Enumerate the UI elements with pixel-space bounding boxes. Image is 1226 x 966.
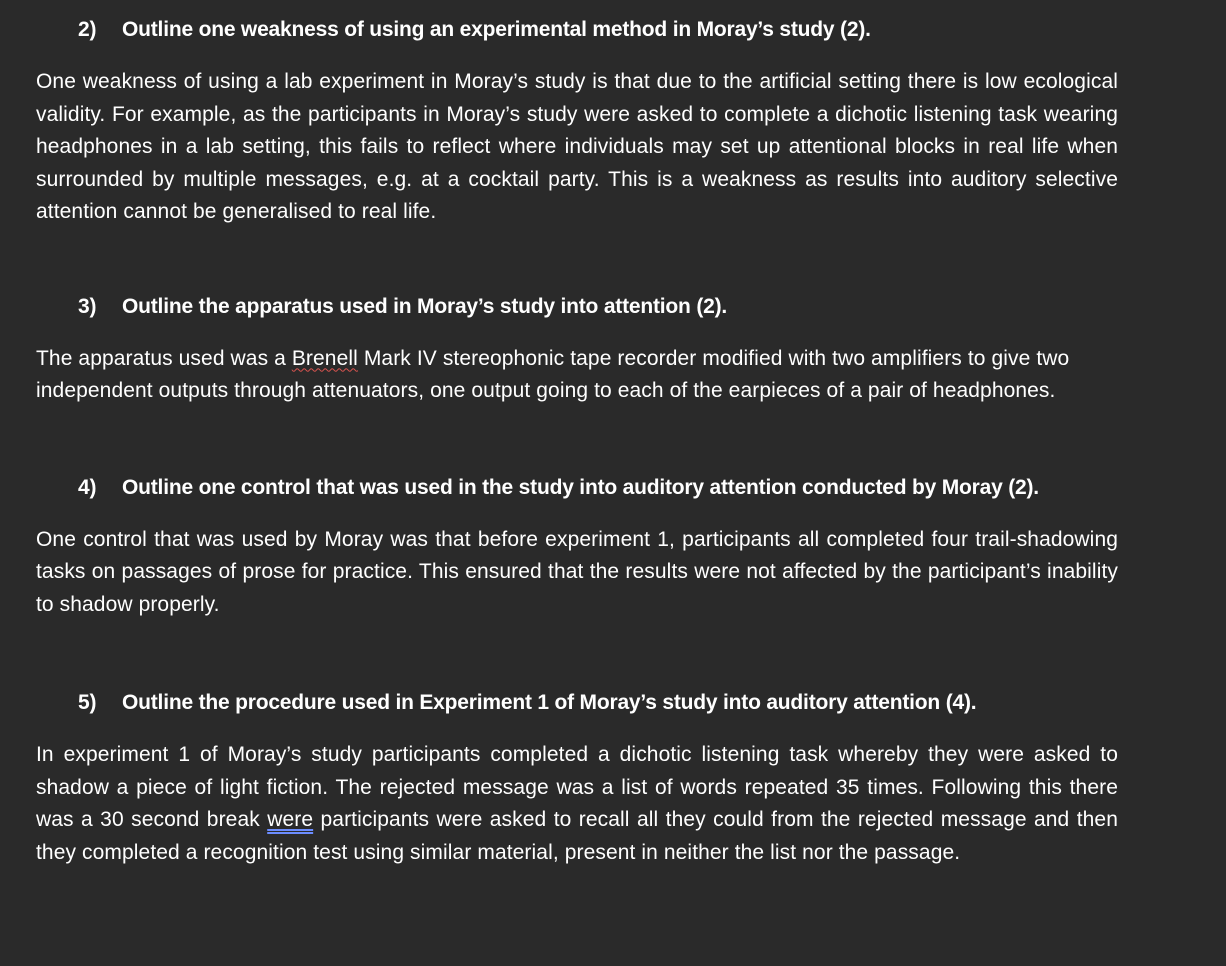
question-heading (36, 687, 1118, 719)
question-text: Outline the apparatus used in Moray’s study into attention (2). (122, 294, 728, 318)
question-section-4 (36, 472, 1118, 622)
question-heading (36, 291, 1118, 323)
answer-text: The apparatus used was a (36, 346, 292, 370)
question-number: 3) (78, 294, 97, 318)
answer-paragraph[interactable]: One weakness of using a lab experiment in Moray’s study is that due to the artificial setting there is low ecological validity. For example, as the participants in Moray’s study were asked to complete a dichotic listening task wearing headphones in a lab setting, this fails to reflect where individuals may set up attentional blocks in real life when surrounded by multiple messages, e.g. at a cocktail party. This is a weakness as results into auditory selective attention cannot be generalised to real life. (36, 70, 1118, 223)
answer-text: In experiment 1 of Moray’s study participants completed a dichotic listening task whereby they were asked to shadow a piece of light fiction. The rejected message was a list of words repeated 35 times. Following this there was a 30 second break (36, 743, 1118, 831)
question-section-5 (36, 687, 1118, 869)
question-text: Outline one control that was used in the study into auditory attention conducted by Moray (2). (122, 475, 1039, 499)
document-body (36, 14, 1118, 869)
answer-text: participants were asked to recall all they could from the rejected message and then they completed a recognition test using similar material, present in neither the list nor the passage. (36, 808, 1118, 864)
question-number: 4) (78, 475, 97, 499)
question-heading (36, 14, 1118, 46)
answer-paragraph[interactable] (36, 739, 1118, 869)
question-text: Outline one weakness of using an experimental method in Moray’s study (2). (122, 18, 871, 41)
question-text: Outline the procedure used in Experiment 1 of Moray’s study into auditory attention (4). (122, 691, 977, 714)
answer-text: Mark IV stereophonic tape recorder modified with two amplifiers to give two independent outputs through attenuators, one output going to each of the earpieces of a pair of headphones. (36, 346, 1070, 402)
question-section-3 (36, 291, 1118, 408)
answer-paragraph[interactable]: One control that was used by Moray was that before experiment 1, participants all completed four trail-shadowing tasks on passages of prose for practice. This ensured that the results were not affected by the participant’s inability to shadow properly. (36, 527, 1118, 616)
answer-paragraph[interactable] (36, 343, 1118, 408)
spelling-flagged-word[interactable]: Brenell (291, 346, 358, 370)
question-number: 5) (78, 691, 97, 714)
grammar-flagged-word[interactable]: were (267, 808, 314, 831)
question-heading (36, 472, 1118, 504)
question-number: 2) (78, 18, 97, 41)
question-section-2 (36, 14, 1118, 229)
